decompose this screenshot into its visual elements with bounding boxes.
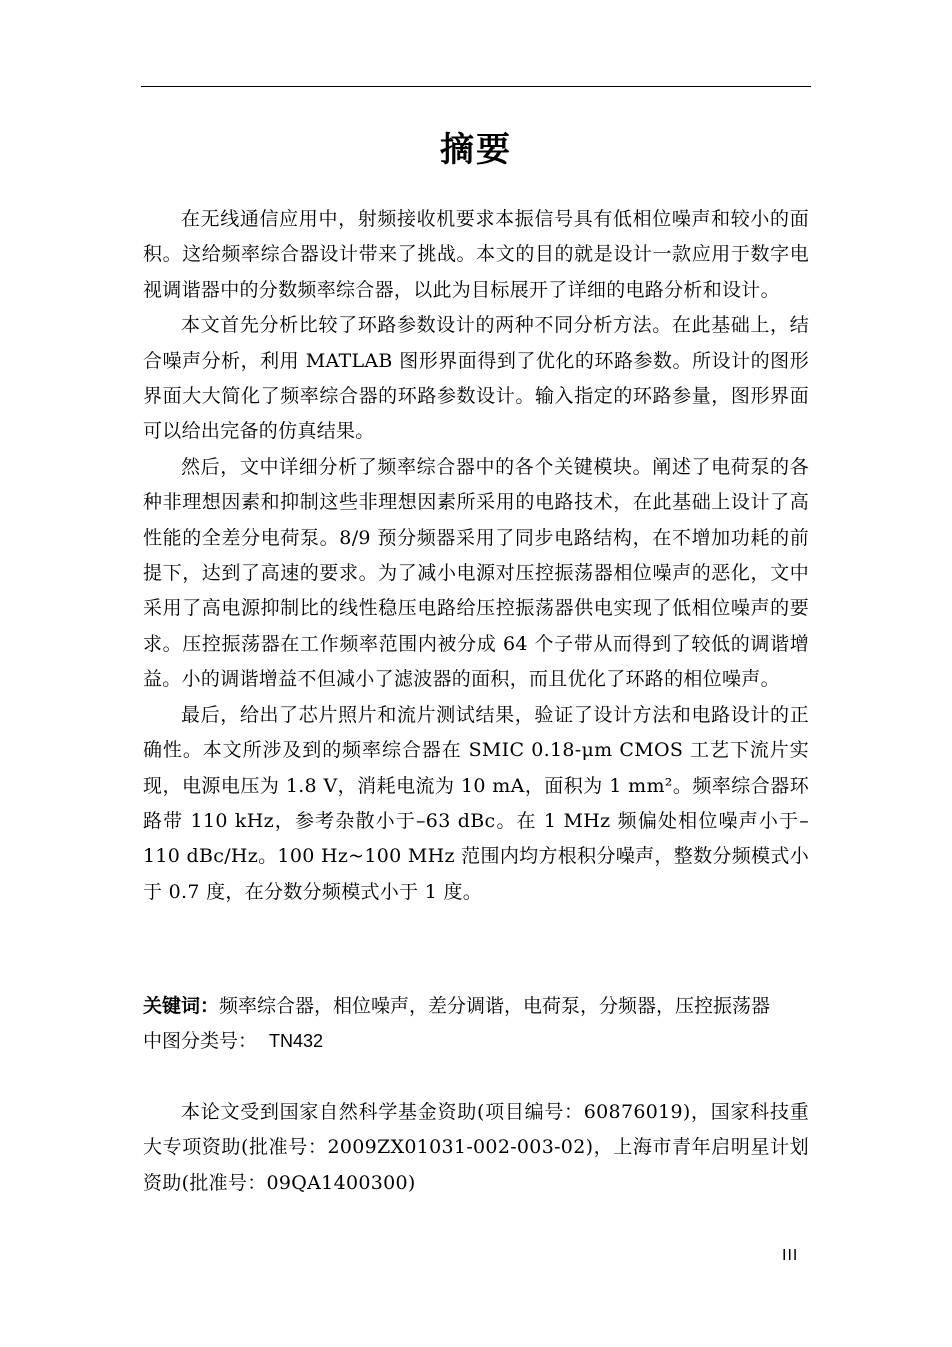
classification-line	[143, 1024, 809, 1059]
abstract-paragraph-2: 本文首先分析比较了环路参数设计的两种不同分析方法。在此基础上，结合噪声分析，利用 MATLAB 图形界面得到了优化的环路参数。所设计的图形界面大大简化了频率综合器的环路参数设计。输入指定的环路参量，图形界面可以给出完备的仿真结果。	[143, 314, 809, 443]
funding-section	[143, 1095, 809, 1201]
classification-label: 中图分类号：	[143, 1030, 258, 1052]
keywords-label: 关键词：	[143, 996, 220, 1017]
keywords-line	[143, 989, 809, 1024]
page-number: III	[782, 1247, 799, 1264]
keywords-text: 频率综合器，相位噪声，差分调谐，电荷泵，分频器，压控振荡器	[219, 995, 771, 1017]
keywords-section	[143, 989, 809, 1059]
classification-value: TN432	[269, 1031, 324, 1051]
page-title: 摘要	[440, 130, 512, 170]
abstract-paragraph-1: 在无线通信应用中，射频接收机要求本振信号具有低相位噪声和较小的面积。这给频率综合器设计带来了挑战。本文的目的就是设计一款应用于数字电视调谐器中的分数频率综合器，以此为目标展开了详细的电路分析和设计。	[143, 208, 809, 301]
abstract-paragraph-3: 然后，文中详细分析了频率综合器中的各个关键模块。阐述了电荷泵的各种非理想因素和抑制这些非理想因素所采用的电路技术，在此基础上设计了高性能的全差分电荷泵。8/9 预分频器采用了同步电路结构，在不增加功耗的前提下，达到了高速的要求。为了减小电源对压控振荡器相位噪声的恶化，文中采用了高电源抑制比的线性稳压电路给压控振荡器供电实现了低相位噪声的要求。压控振荡器在工作频率范围内被分成 64 个子带从而得到了较低的调谐增益。小的调谐增益不但减小了滤波器的面积，而且优化了环路的相位噪声。	[143, 455, 809, 691]
funding-paragraph: 本论文受到国家自然科学基金资助(项目编号：60876019)，国家科技重大专项资助(批准号：2009ZX01031-002-003-02)，上海市青年启明星计划资助(批准号：09QA1400300)	[143, 1101, 809, 1194]
header-rule	[141, 86, 811, 87]
abstract-paragraph-4: 最后，给出了芯片照片和流片测试结果，验证了设计方法和电路设计的正确性。本文所涉及到的频率综合器在 SMIC 0.18-μm CMOS 工艺下流片实现，电源电压为 1.8 V，消耗电流为 10 mA，面积为 1 mm²。频率综合器环路带 110 kHz，参考杂散小于–63 dBc。在 1 MHz 频偏处相位噪声小于–110 dBc/Hz。100 Hz~100 MHz 范围内均方根积分噪声，整数分频模式小于 0.7 度，在分数分频模式小于 1 度。	[143, 703, 809, 903]
abstract-body	[143, 202, 809, 910]
